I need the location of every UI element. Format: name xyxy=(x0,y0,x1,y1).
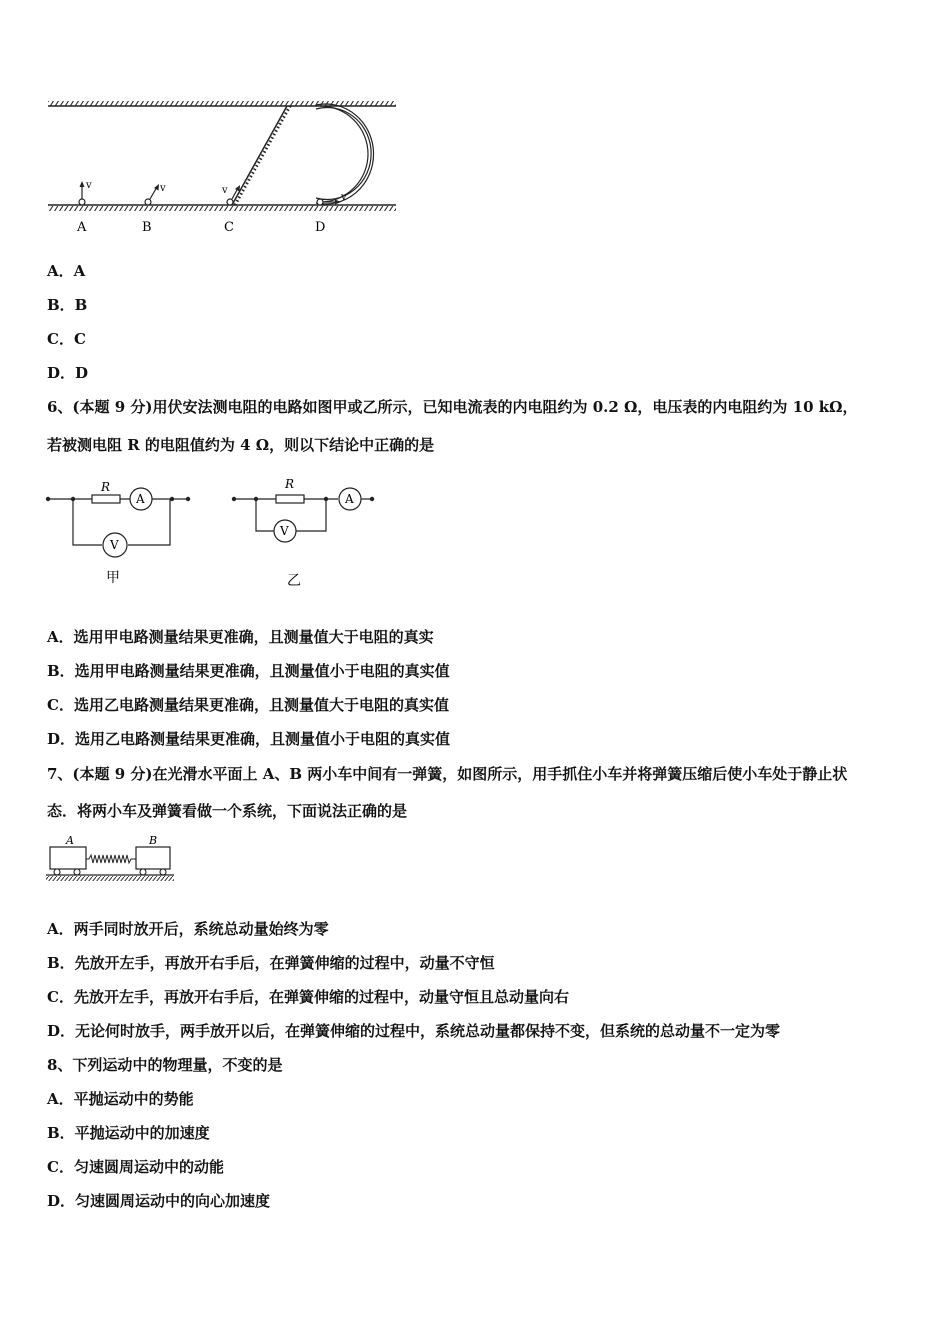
q8-option-d: D．匀速圆周运动中的向心加速度 xyxy=(47,1192,271,1210)
figure-motion-diagram xyxy=(44,92,404,242)
q6-option-d: D．选用乙电路测量结果更准确，且测量值小于电阻的真实值 xyxy=(47,730,451,748)
ball-b xyxy=(145,199,151,205)
voltmeter-label-jia: V xyxy=(110,538,119,552)
semicircle-track xyxy=(316,104,374,204)
q7-option-d: D．无论何时放手，两手放开以后，在弹簧伸缩的过程中，系统总动量都保持不变，但系统的总动量不一定为零 xyxy=(47,1022,781,1040)
q6-stem-line2: 若被测电阻 R 的电阻值约为 4 Ω，则以下结论中正确的是 xyxy=(47,436,435,454)
q7-stem-line1: 7、(本题 9 分)在光滑水平面上 A、B 两小车中间有一弹簧，如图所示，用手抓住小车并将弹簧压缩后使小车处于静止状 xyxy=(47,765,848,783)
q5-option-d: D．D xyxy=(47,364,89,382)
cart-b xyxy=(136,847,170,869)
spring xyxy=(86,855,136,863)
velocity-label-b: v xyxy=(160,183,166,194)
resistor-label-yi: R xyxy=(285,477,295,491)
q8-option-b: B．平抛运动中的加速度 xyxy=(47,1124,210,1142)
q6-option-b: B．选用甲电路测量结果更准确，且测量值小于电阻的真实值 xyxy=(47,662,450,680)
floor-hatch xyxy=(48,206,396,211)
q7-option-a: A．两手同时放开后，系统总动量始终为零 xyxy=(47,920,329,938)
ammeter-label-jia: A xyxy=(136,492,145,506)
ammeter-label-yi: A xyxy=(345,492,354,506)
label-a: A xyxy=(77,220,87,235)
label-d: D xyxy=(315,220,326,235)
incline-hatch xyxy=(235,106,290,205)
ball-c xyxy=(227,199,233,205)
circuit-yi xyxy=(232,477,374,589)
resistor-yi xyxy=(276,495,304,503)
caption-jia: 甲 xyxy=(106,570,120,586)
q8-option-c: C．匀速圆周运动中的动能 xyxy=(47,1158,224,1176)
label-b: B xyxy=(142,220,152,235)
q8-option-a: A．平抛运动中的势能 xyxy=(47,1090,194,1108)
q5-option-a: A．A xyxy=(47,262,86,280)
q8-stem: 8、下列运动中的物理量，不变的是 xyxy=(47,1056,283,1074)
figure-circuits xyxy=(44,470,394,595)
q5-option-b: B．B xyxy=(47,296,88,314)
velocity-label-c: v xyxy=(222,185,228,196)
q6-stem-line1: 6、(本题 9 分)用伏安法测电阻的电路如图甲或乙所示，已知电流表的内电阻约为 0.2 Ω，电压表的内电阻约为 10 kΩ， xyxy=(47,398,858,416)
resistor-label-jia: R xyxy=(101,480,111,494)
cart-b-label: B xyxy=(149,834,158,847)
q7-stem-line2: 态．将两小车及弹簧看做一个系统，下面说法正确的是 xyxy=(47,802,408,820)
cart-a-label: A xyxy=(66,834,74,847)
velocity-label-d: v xyxy=(341,192,347,203)
q7-option-b: B．先放开左手，再放开右手后，在弹簧伸缩的过程中，动量不守恒 xyxy=(47,954,495,972)
label-c: C xyxy=(224,220,234,235)
velocity-label-a: v xyxy=(86,180,92,191)
cart-a xyxy=(50,847,86,869)
resistor-jia xyxy=(92,495,120,503)
ball-d xyxy=(317,199,323,205)
ball-a xyxy=(79,199,85,205)
q6-option-a: A．选用甲电路测量结果更准确，且测量值大于电阻的真实 xyxy=(47,628,434,646)
figure-carts-spring xyxy=(44,832,179,884)
q7-option-c: C．先放开左手，再放开右手后，在弹簧伸缩的过程中，动量守恒且总动量向右 xyxy=(47,988,569,1006)
incline-line xyxy=(232,106,287,205)
voltmeter-label-yi: V xyxy=(280,524,289,538)
circuit-jia xyxy=(46,480,190,586)
caption-yi: 乙 xyxy=(287,573,301,589)
q5-option-c: C．C xyxy=(47,330,86,348)
q6-option-c: C．选用乙电路测量结果更准确，且测量值大于电阻的真实值 xyxy=(47,696,449,714)
